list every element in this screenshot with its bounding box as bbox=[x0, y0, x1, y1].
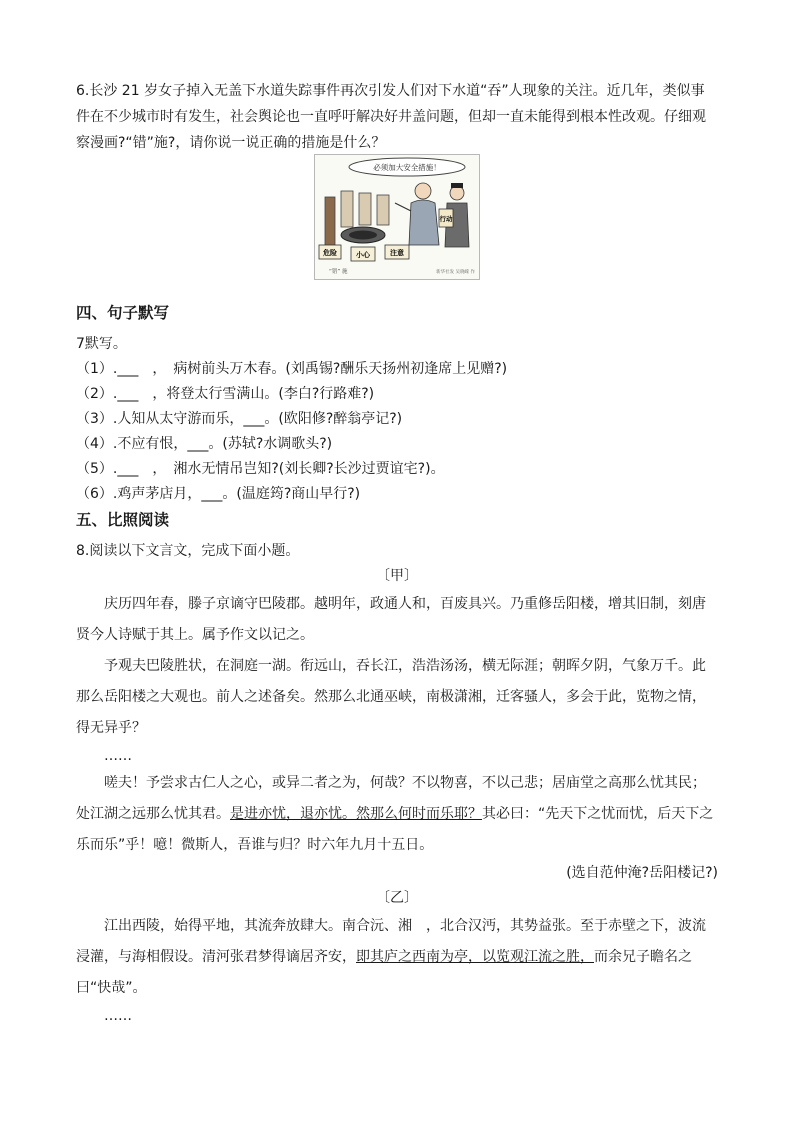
cartoon-drawing bbox=[315, 155, 479, 279]
clerk-hat bbox=[451, 183, 463, 188]
text-yi-p1-after: 而余兄子瞻名之曰“快哉”。 bbox=[76, 949, 692, 996]
official-body bbox=[409, 200, 439, 245]
text-jia-p3-after: 其必曰：“先天下之忧而忧，后天下之乐而乐”乎！噫！微斯人，吾谁与归？时六年九月十五日。 bbox=[76, 806, 714, 853]
cartoon-caption: “错” 施 bbox=[329, 269, 348, 275]
question-7-intro: 7默写。 bbox=[76, 336, 127, 352]
section-4-heading: 四、句子默写 bbox=[76, 304, 170, 322]
text-jia-ellipsis: …… bbox=[104, 748, 132, 764]
clerk-head bbox=[450, 186, 464, 200]
question-6: 6.长沙 21 岁女子掉入无盖下水道失踪事件再次引发人们对下水道“吞”人现象的关注。近几年，类似事件在不少城市时有发生，社会舆论也一直呼吁解决好井盖问题，但却一直未能得到根本性改观。仔细观察漫画?“错”施?，请你说一说正确的措施是什么？ bbox=[76, 83, 706, 151]
dictation-item-1: （1）.___ ， 病树前头万木春。(刘禹锡?酬乐天扬州初逢席上见赠?) bbox=[76, 361, 508, 377]
fence-board bbox=[377, 195, 389, 225]
text-yi-underlined-sentence: 即其庐之西南为亭，以览观江流之胜， bbox=[356, 949, 594, 965]
cartoon-credit: 新华社发 吴晓嵘 作 bbox=[436, 270, 475, 275]
section-5-heading: 五、比照阅读 bbox=[76, 511, 170, 529]
text-jia-paragraph-1: 庆历四年春，滕子京谪守巴陵郡。越明年，政通人和，百废具兴。乃重修岳阳楼，增其旧制，刻唐贤今人诗赋于其上。属予作文以记之。 bbox=[76, 596, 706, 643]
manhole-opening bbox=[349, 231, 377, 240]
dictation-item-4: （4）.不应有恨，___。(苏轼?水调歌头?) bbox=[76, 436, 333, 452]
text-yi-p1-before: 江出西陵，始得平地，其流奔放肆大。南合沅、湘 ，北合汉沔，其势益张。至于赤壁之下，波流浸灌，与海相假设。清河张君梦得谪居齐安， bbox=[76, 918, 706, 965]
text-jia-paragraph-3 bbox=[76, 768, 718, 861]
text-jia-underlined-sentence: 是进亦忧，退亦忧。然那么何时而乐耶？ bbox=[230, 806, 482, 822]
text-yi-ellipsis: …… bbox=[104, 1008, 132, 1024]
fence-board bbox=[359, 193, 371, 225]
question-8-intro: 8.阅读以下文言文，完成下面小题。 bbox=[76, 543, 300, 559]
worksheet-page bbox=[76, 72, 718, 1028]
text-jia-p3-before: 嗟夫！予尝求古仁人之心，或异二者之为，何哉？不以物喜，不以己悲；居庙堂之高那么忧其民；处江湖之远那么忧其君。 bbox=[76, 775, 706, 822]
text-jia-label: 〔甲〕 bbox=[376, 568, 418, 584]
text-yi-label: 〔乙〕 bbox=[376, 890, 418, 906]
dictation-item-3: （3）.人知从太守游而乐，___。(欧阳修?醉翁亭记?) bbox=[76, 411, 403, 427]
dictation-item-2: （2）.___ ，将登太行雪满山。(李白?行路难?) bbox=[76, 386, 375, 402]
fence-board bbox=[341, 191, 353, 227]
text-jia-source: (选自范仲淹?岳阳楼记?) bbox=[566, 865, 718, 881]
official-pointing-arm bbox=[395, 203, 411, 211]
text-yi-paragraph-1 bbox=[76, 911, 718, 1004]
sign-danger-text: 危险 bbox=[323, 249, 337, 257]
speech-text: 必须加大安全措施！ bbox=[373, 163, 441, 172]
cartoon-illustration bbox=[314, 154, 480, 280]
dictation-item-6: （6）.鸡声茅店月，___。(温庭筠?商山早行?) bbox=[76, 486, 361, 502]
action-board-text: 行动 bbox=[439, 215, 453, 223]
text-jia-paragraph-2: 予观夫巴陵胜状，在洞庭一湖。衔远山，吞长江，浩浩汤汤，横无际涯；朝晖夕阴，气象万千。此那么岳阳楼之大观也。前人之述备矣。然那么北通巫峡，南极潇湘，迁客骚人，多会于此，览物之情，得无异乎？ bbox=[76, 658, 706, 736]
sign-careful-text: 小心 bbox=[356, 251, 370, 259]
official-head bbox=[415, 183, 431, 199]
dictation-item-5: （5）.___ ， 湘水无情吊岂知?(刘长卿?长沙过贾谊宅?)。 bbox=[76, 461, 445, 477]
fence-post bbox=[325, 197, 335, 249]
sign-attention-text: 注意 bbox=[390, 249, 404, 257]
